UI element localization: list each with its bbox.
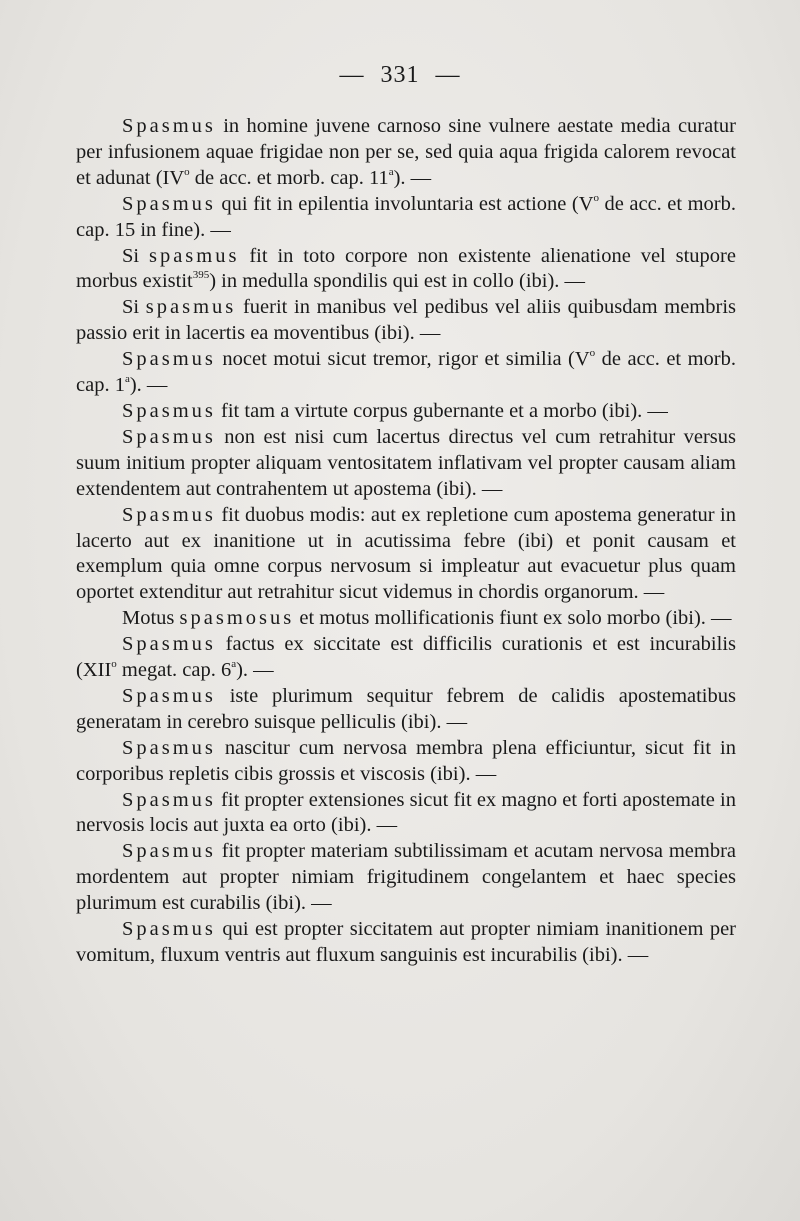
- page-body: [76, 114, 736, 969]
- paragraph: Spasmus qui fit in epilentia involuntaria est actione ($V^o$ de acc. et morb. cap. 15 in fine). —: [76, 191, 736, 241]
- paragraph: Spasmus fit tam a virtute corpus gubernante et a morbo (ibi). —: [122, 399, 668, 422]
- keyword: spasmosus: [179, 607, 295, 630]
- paragraph: Spasmus qui est propter siccitatem aut propter nimiam inanitionem per vomitum, fluxum ventris aut fluxum sanguinis est incurabilis (ibi). —: [76, 918, 736, 966]
- paragraph: Spasmus factus ex siccitate est difficilis curationis et est incurabilis (XII$^o$ megat. cap. 6$^a$). —: [76, 633, 736, 682]
- page-number: 331: [380, 62, 420, 88]
- keyword: Spasmus: [122, 736, 216, 759]
- paragraph: Motus spasmosus et motus mollificationis fiunt ex solo morbo (ibi). —: [122, 607, 732, 630]
- keyword: Spasmus: [122, 115, 216, 137]
- keyword: Spasmus: [122, 633, 216, 656]
- keyword: Spasmus: [122, 840, 216, 863]
- paragraph: Spasmus in homine juvene carnoso sine vulnere aestate media curatur per infusionem aquae frigidae non per se, sed quia aqua frigida calorem revocat et adunat ($IV^o$ de acc. et morb. cap. 11$^a$). —: [76, 115, 736, 189]
- keyword: spasmus: [145, 296, 237, 319]
- paragraph: Spasmus nascitur cum nervosa membra plena efficiuntur, sicut fit in corporibus repletis cibis grossis et viscosis (ibi). —: [76, 736, 736, 785]
- keyword: Spasmus: [122, 192, 216, 215]
- keyword: Spasmus: [122, 684, 216, 707]
- keyword: spasmus: [148, 244, 240, 267]
- keyword: Spasmus: [122, 348, 216, 371]
- paragraph: Spasmus iste plurimum sequitur febrem de calidis apostematibus generatam in cerebro suisque pelliculis (ibi). —: [76, 684, 736, 733]
- paragraph: Spasmus fit propter extensiones sicut fit ex magno et forti apostemate in nervosis locis aut juxta ea orto (ibi). —: [76, 788, 736, 837]
- paragraph: Spasmus fit duobus modis: aut ex repletione cum apostema generatur in lacerto aut ex inanitione ut in acutissima febre (ibi) et ponit causam et exemplum quia omne corpus nervosum si impleatur aut evacuetur plus quam oportet extenditur aut retrahitur sicut videmus in chordis organorum. —: [76, 503, 736, 604]
- keyword: Spasmus: [122, 788, 216, 811]
- keyword: Spasmus: [122, 918, 216, 941]
- header-dash-right: —: [435, 62, 461, 88]
- paragraph: Spasmus nocet motui sicut tremor, rigor et similia ($V^o$ de acc. et morb. cap. 1$^a$). —: [76, 347, 736, 397]
- paragraph: Spasmus non est nisi cum lacertus directus vel cum retrahitur versus suum initium propter aliquam ventositatem inflativam vel propter causam aliam extendentem aut contrahentem ut apostema (ibi). —: [76, 425, 736, 500]
- paragraph: Si spasmus fuerit in manibus vel pedibus vel aliis quibusdam membris passio erit in lacertis ea moventibus (ibi). —: [76, 296, 736, 345]
- keyword: Spasmus: [122, 503, 216, 526]
- header-dash-left: —: [339, 62, 365, 88]
- footnote-ref: 395: [192, 269, 210, 282]
- paragraph: Spasmus fit propter materiam subtilissimam et acutam nervosa membra mordentem aut propter nimiam frigitudinem congelantem et haec species plurimum est curabilis (ibi). —: [76, 840, 736, 915]
- keyword: Spasmus: [122, 399, 216, 422]
- keyword: Spasmus: [122, 425, 216, 448]
- page-header: [0, 62, 800, 89]
- paragraph: Si spasmus fit in toto corpore non existente alienatione vel stupore morbus existit$^{395}$) in medulla spondilis qui est in collo (ibi). —: [76, 244, 736, 293]
